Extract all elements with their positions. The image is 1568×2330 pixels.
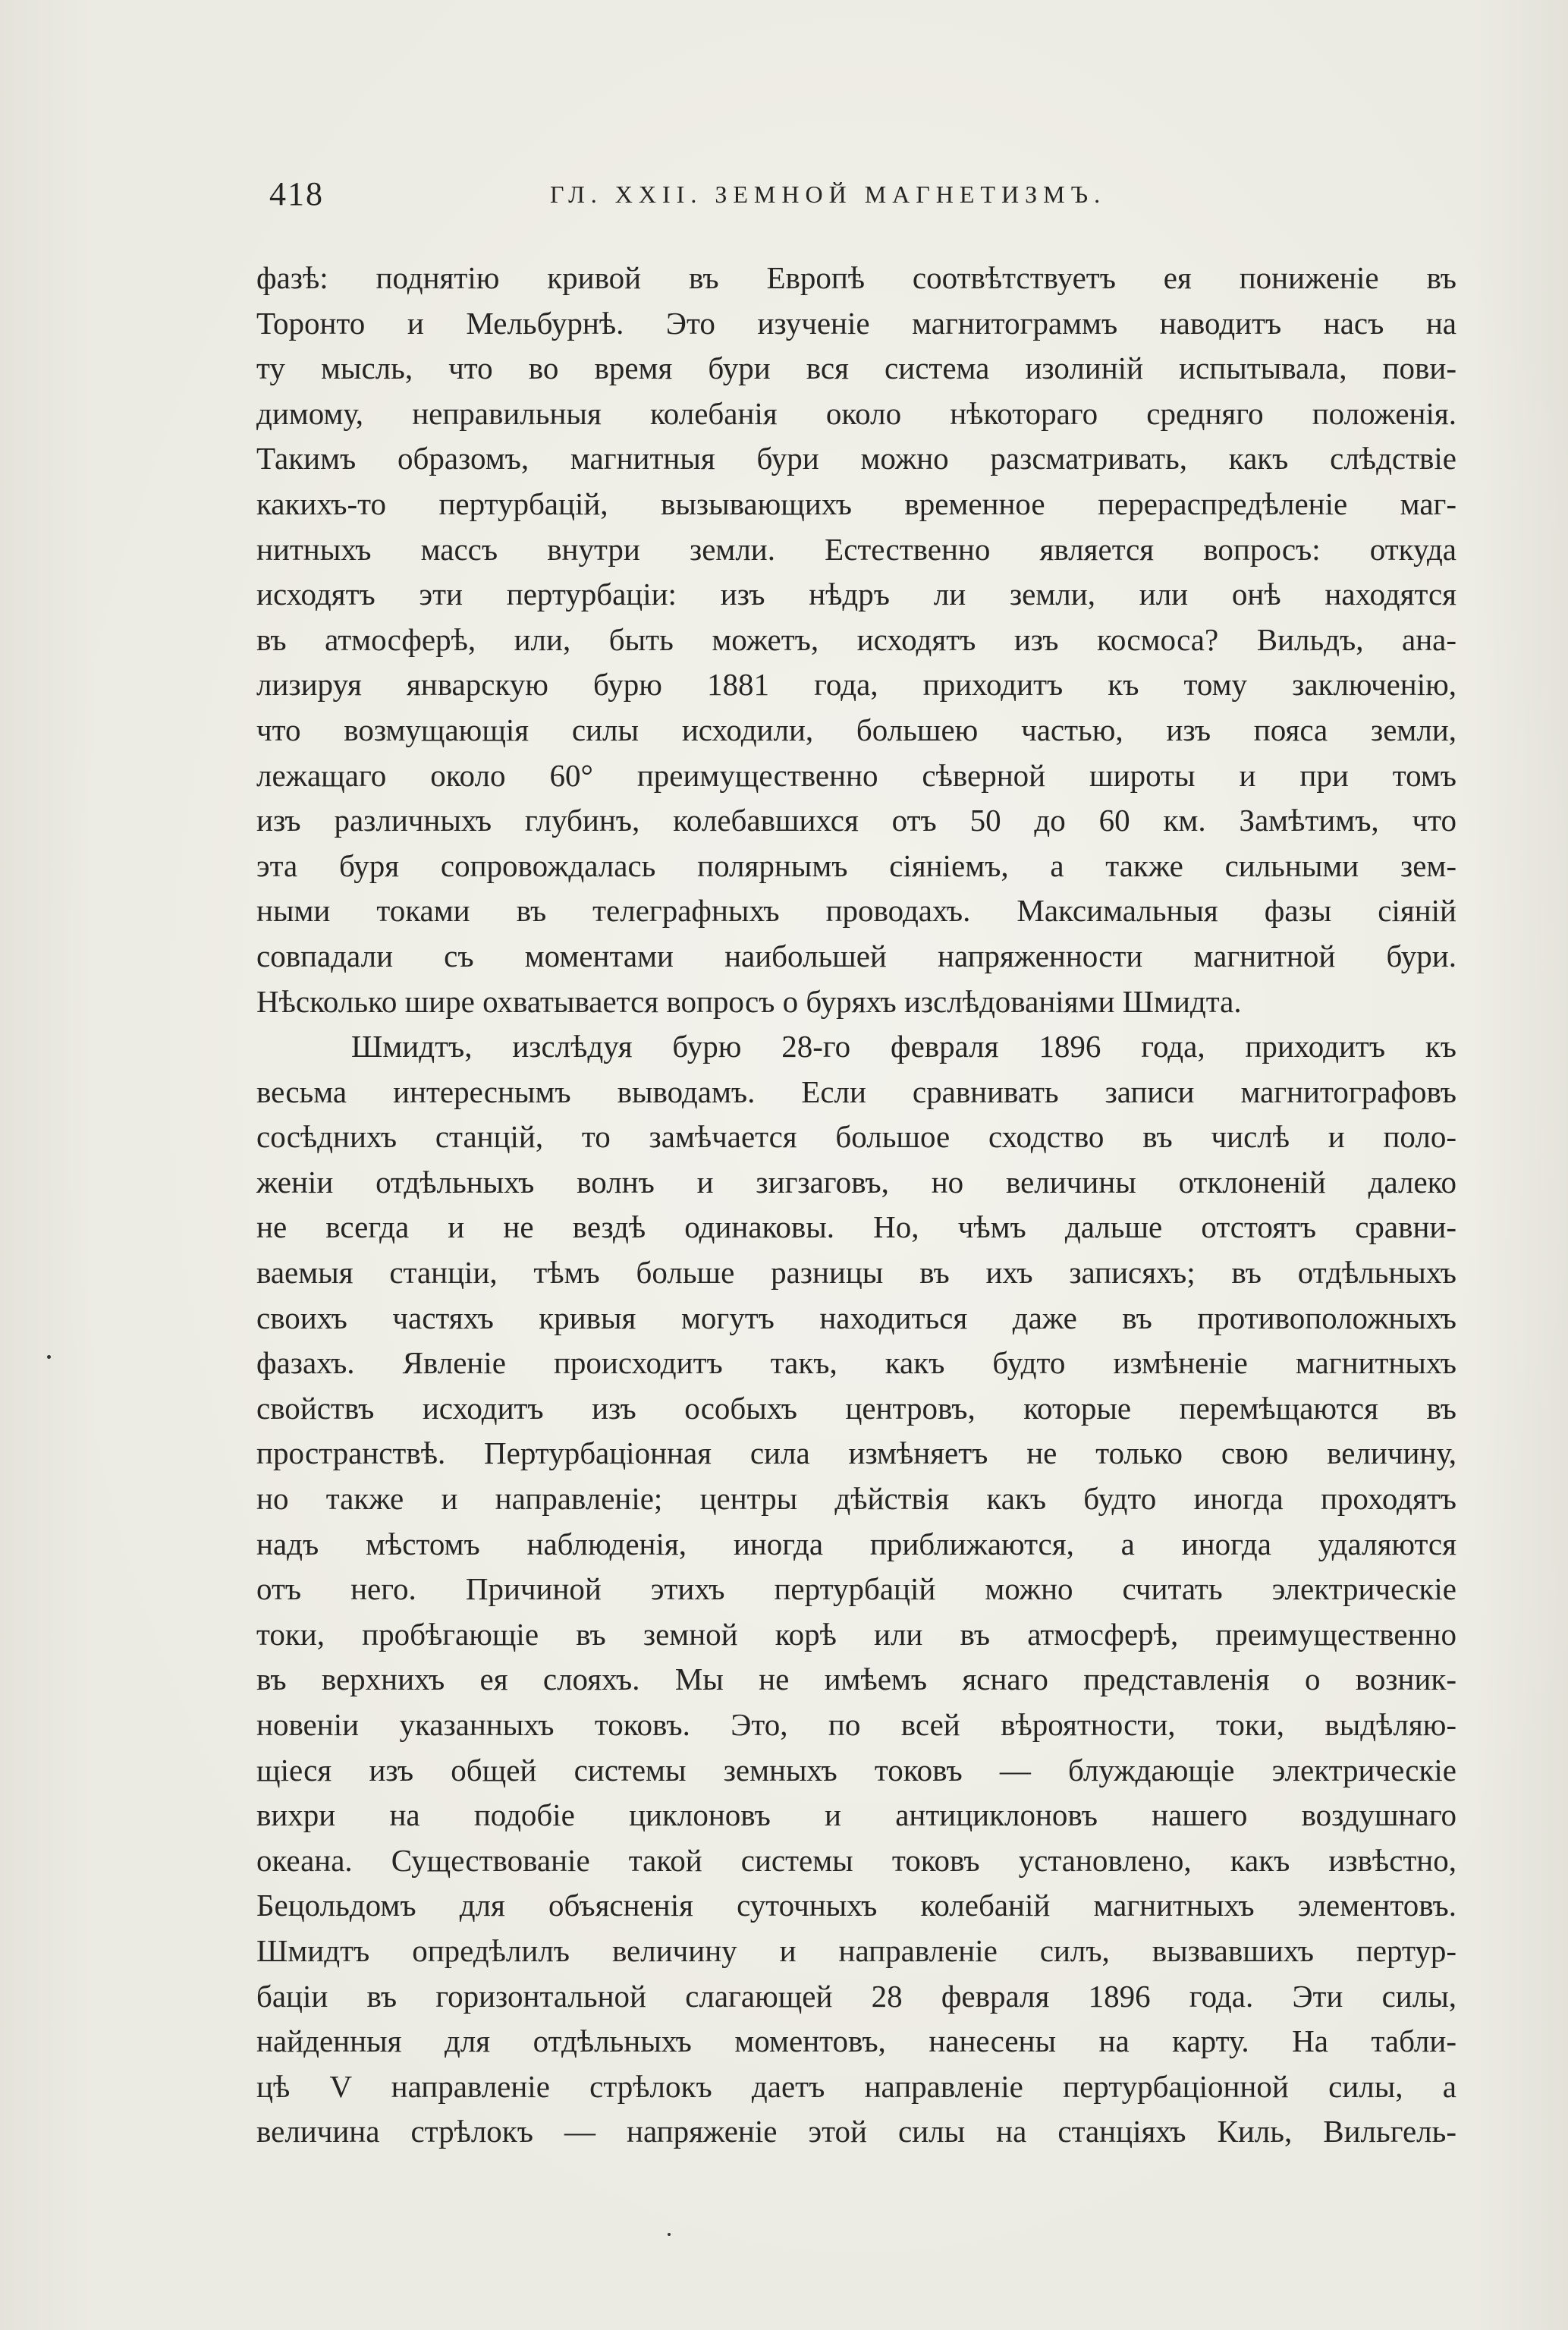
text-line: не всегда и не вездѣ одинаковы. Но, чѣмъ дальше отстоятъ сравни-	[256, 1209, 1456, 1245]
text-line: щіеся изъ общей системы земныхъ токовъ — блуждающіе электрическіе	[256, 1752, 1456, 1788]
text-line: но также и направленіе; центры дѣйствія какъ будто иногда проходятъ	[256, 1481, 1456, 1517]
paragraph-2	[256, 1024, 1456, 2155]
chapter-title: ГЛ. XXII. ЗЕМНОЙ МАГНЕТИЗМЪ.	[550, 181, 1107, 208]
text-line: въ верхнихъ ея слояхъ. Мы не имѣемъ яснаго представленія о возник-	[256, 1662, 1456, 1697]
text-line: фазахъ. Явленіе происходитъ такъ, какъ будто измѣненіе магнитныхъ	[256, 1345, 1456, 1381]
text-line: что возмущающія силы исходили, большею частью, изъ пояса земли,	[256, 712, 1456, 747]
running-header	[269, 171, 1453, 217]
text-line: Торонто и Мельбурнѣ. Это изученіе магнитограммъ наводитъ насъ на	[256, 305, 1456, 341]
text-line: лежащаго около 60° преимущественно сѣверной широты и при томъ	[256, 757, 1456, 793]
text-line: Шмидтъ опредѣлилъ величину и направленіе силъ, вызвавшихъ пертур-	[256, 1932, 1456, 1968]
text-line: Нѣсколько шире охватывается вопросъ о буряхъ изслѣдованіями Шмидта.	[256, 983, 1242, 1019]
text-line: совпадали съ моментами наибольшей напряженности магнитной бури.	[256, 938, 1456, 973]
paragraph-1	[256, 256, 1456, 1024]
text-line: лизируя январскую бурю 1881 года, приходитъ къ тому заключенію,	[256, 667, 1456, 703]
text-line: сосѣднихъ станцій, то замѣчается большое сходство въ числѣ и поло-	[256, 1119, 1456, 1155]
text-line: океана. Существованіе такой системы токовъ установлено, какъ извѣстно,	[256, 1842, 1456, 1878]
text-line: женіи отдѣльныхъ волнъ и зигзаговъ, но величины отклоненій далеко	[256, 1164, 1456, 1200]
print-speck	[668, 2233, 671, 2236]
text-line: нитныхъ массъ внутри земли. Естественно является вопросъ: откуда	[256, 531, 1456, 567]
text-line: своихъ частяхъ кривыя могутъ находиться даже въ противоположныхъ	[256, 1300, 1456, 1335]
text-line: надъ мѣстомъ наблюденія, иногда приближаются, а иногда удаляются	[256, 1526, 1456, 1561]
print-speck	[47, 1355, 51, 1359]
text-line: Бецольдомъ для объясненія суточныхъ колебаній магнитныхъ элементовъ.	[256, 1888, 1456, 1923]
text-line: ваемыя станціи, тѣмъ больше разницы въ ихъ записяхъ; въ отдѣльныхъ	[256, 1255, 1456, 1291]
text-line: Такимъ образомъ, магнитныя бури можно разсматривать, какъ слѣдствіе	[256, 441, 1456, 476]
page-number: 418	[269, 175, 324, 212]
text-line: изъ различныхъ глубинъ, колебавшихся отъ 50 до 60 км. Замѣтимъ, что	[256, 803, 1456, 838]
text-line: ту мысль, что во время бури вся система изолиній испытывала, пови-	[256, 351, 1456, 386]
text-line: величина стрѣлокъ — напряженіе этой силы на станціяхъ Киль, Вильгель-	[256, 2114, 1456, 2149]
text-line: вихри на подобіе циклоновъ и антициклоновъ нашего воздушнаго	[256, 1797, 1456, 1833]
body-text	[256, 256, 1456, 2155]
text-line: цѣ V направленіе стрѣлокъ даетъ направленіе пертурбаціонной силы, а	[256, 2068, 1456, 2104]
text-line: ными токами въ телеграфныхъ проводахъ. Максимальныя фазы сіяній	[256, 893, 1456, 929]
text-line: фазѣ: поднятію кривой въ Европѣ соотвѣтствуетъ ея пониженіе въ	[256, 260, 1456, 295]
text-line: пространствѣ. Пертурбаціонная сила измѣняетъ не только свою величину,	[256, 1435, 1456, 1471]
text-line: отъ него. Причиной этихъ пертурбацій можно считать электрическіе	[256, 1571, 1456, 1607]
text-line: эта буря сопровождалась полярнымъ сіяніемъ, а также сильными зем-	[256, 847, 1456, 883]
text-line: какихъ-то пертурбацій, вызывающихъ временное перераспредѣленіе маг-	[256, 486, 1456, 521]
text-line: токи, пробѣгающіе въ земной корѣ или въ атмосферѣ, преимущественно	[256, 1616, 1456, 1652]
text-line: исходятъ эти пертурбаціи: изъ нѣдръ ли земли, или онѣ находятся	[256, 577, 1456, 612]
text-line: найденныя для отдѣльныхъ моментовъ, нанесены на карту. На табли-	[256, 2023, 1456, 2059]
text-line: свойствъ исходитъ изъ особыхъ центровъ, которые перемѣщаются въ	[256, 1390, 1456, 1426]
text-line: въ атмосферѣ, или, быть можетъ, исходятъ изъ космоса? Вильдъ, ана-	[256, 621, 1456, 657]
text-line: весьма интереснымъ выводамъ. Если сравнивать записи магнитографовъ	[256, 1074, 1456, 1109]
text-line: новеніи указанныхъ токовъ. Это, по всей вѣроятности, токи, выдѣляю-	[256, 1707, 1456, 1742]
text-line: баціи въ горизонтальной слагающей 28 февраля 1896 года. Эти силы,	[256, 1978, 1456, 2014]
text-line: димому, неправильныя колебанія около нѣкотораго средняго положенія.	[256, 395, 1456, 431]
text-line: Шмидтъ, изслѣдуя бурю 28-го февраля 1896 года, приходитъ къ	[351, 1029, 1456, 1064]
